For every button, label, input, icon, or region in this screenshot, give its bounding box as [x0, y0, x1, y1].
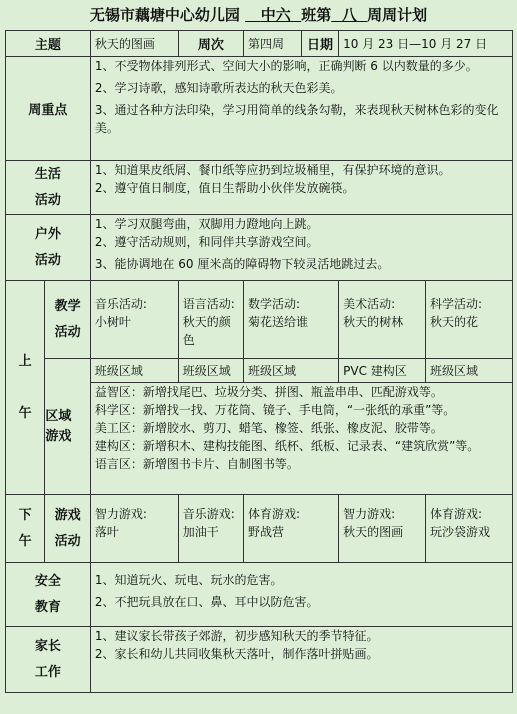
outdoor-label: 户外 活动 — [6, 215, 91, 281]
life-row — [6, 161, 513, 215]
focus-label: 周重点 — [6, 57, 91, 161]
area-note: 语言区：新增图书卡片、自制图书等。 — [94, 457, 299, 471]
area-game-label: 区域 游戏 — [45, 359, 91, 495]
game-activity-label: 游戏 活动 — [45, 495, 91, 563]
area-cell: 班级区域 — [178, 359, 243, 383]
weekly-plan-table — [5, 30, 513, 693]
morning-label: 上 午 — [6, 281, 45, 495]
focus-item: 2、学习诗歌，感知诗歌所表达的秋天色彩美。 — [94, 81, 343, 95]
area-header-row — [6, 359, 513, 383]
title-ban-di: 班第 — [301, 6, 332, 24]
teaching-row — [6, 281, 513, 359]
life-content — [90, 161, 512, 215]
outdoor-content — [90, 215, 512, 281]
title-tail: 周周计划 — [367, 6, 428, 24]
safety-content — [90, 563, 512, 627]
parents-item: 2、家长和幼儿共同收集秋天落叶，制作落叶拼贴画。 — [94, 647, 379, 661]
teaching-activity: 语言活动: 秋天的颜色 — [178, 281, 243, 359]
week-number: 八 — [341, 6, 357, 24]
week-value: 第四周 — [243, 31, 301, 57]
outdoor-row — [6, 215, 513, 281]
afternoon-label: 下 午 — [6, 495, 45, 563]
week-label: 周次 — [178, 31, 243, 57]
area-notes — [90, 383, 512, 495]
game-activity: 体育游戏: 玩沙袋游戏 — [426, 495, 513, 563]
life-label: 生活 活动 — [6, 161, 91, 215]
afternoon-row — [6, 495, 513, 563]
area-note: 益智区：新增找尾巴、垃圾分类、拼图、瓶盖串串、匹配游戏等。 — [94, 385, 443, 399]
parents-label: 家长 工作 — [6, 627, 91, 693]
life-item: 2、遵守值日制度，值日生帮助小伙伴发放碗筷。 — [94, 181, 355, 195]
date-label: 日期 — [301, 31, 338, 57]
game-activity: 体育游戏: 野战营 — [243, 495, 338, 563]
class-name: 中六 — [260, 6, 291, 24]
area-cell: 班级区域 — [426, 359, 513, 383]
safety-label: 安全 教育 — [6, 563, 91, 627]
focus-content — [90, 57, 512, 161]
outdoor-item: 2、遵守活动规则，和同伴共享游戏空间。 — [94, 235, 319, 249]
date-value: 10 月 23 日—10 月 27 日 — [339, 31, 513, 57]
page-title — [0, 0, 517, 30]
area-cell: PVC 建构区 — [339, 359, 426, 383]
focus-item: 3、通过各种方法印染，学习用简单的线条勾勒，来表现秋天树林色彩的变化美。 — [94, 103, 499, 135]
life-item: 1、知道果皮纸屑、餐巾纸等应扔到垃圾桶里，有保护环境的意识。 — [94, 163, 451, 177]
header-row — [6, 31, 513, 57]
area-cell: 班级区域 — [243, 359, 338, 383]
school-name: 无锡市藕塘中心幼儿园 — [89, 6, 240, 24]
teaching-activity: 数学活动: 菊花送给谁 — [243, 281, 338, 359]
game-activity: 音乐游戏: 加油干 — [178, 495, 243, 563]
area-note: 建构区：新增积木、建构技能图、纸杯、纸板、记录表、“建筑欣赏”等。 — [94, 439, 480, 453]
parents-item: 1、建议家长带孩子郊游，初步感知秋天的季节特征。 — [94, 629, 379, 643]
parents-row — [6, 627, 513, 693]
outdoor-item: 1、学习双腿弯曲，双脚用力蹬地向上跳。 — [94, 217, 319, 231]
area-note: 科学区：新增找一找、万花筒、镜子、手电筒，“一张纸的承重”等。 — [94, 403, 456, 417]
teaching-activity: 音乐活动: 小树叶 — [90, 281, 178, 359]
outdoor-item: 3、能协调地在 60 厘米高的障碍物下较灵活地跳过去。 — [94, 257, 390, 271]
safety-item: 1、知道玩火、玩电、玩水的危害。 — [94, 573, 283, 587]
area-note: 美工区：新增胶水、剪刀、蜡笔、橡签、纸张、橡皮泥、胶带等。 — [94, 421, 443, 435]
safety-row — [6, 563, 513, 627]
area-cell: 班级区域 — [90, 359, 178, 383]
focus-row — [6, 57, 513, 161]
parents-content — [90, 627, 512, 693]
focus-item: 1、不受物体排列形式、空间大小的影响，正确判断 6 以内数量的多少。 — [94, 59, 478, 73]
teaching-activity: 美术活动: 秋天的树林 — [339, 281, 426, 359]
theme-label: 主题 — [6, 31, 91, 57]
theme-value: 秋天的图画 — [90, 31, 178, 57]
teaching-label: 教学 活动 — [45, 281, 91, 359]
teaching-activity: 科学活动: 秋天的花 — [426, 281, 513, 359]
game-activity: 智力游戏: 秋天的图画 — [339, 495, 426, 563]
game-activity: 智力游戏: 落叶 — [90, 495, 178, 563]
safety-item: 2、不把玩具放在口、鼻、耳中以防危害。 — [94, 595, 319, 609]
